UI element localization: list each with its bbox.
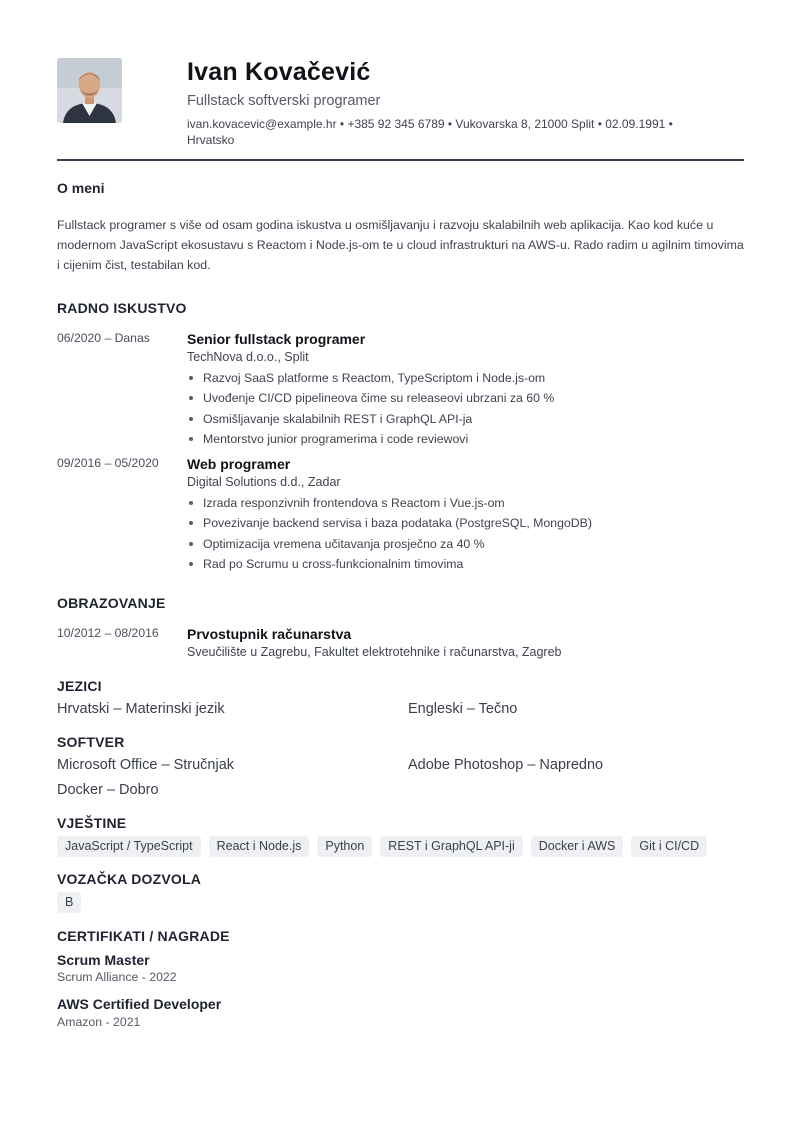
job-company: TechNova d.o.o., Split [187,350,309,364]
job-company: Digital Solutions d.d., Zadar [187,475,341,489]
language-item: Hrvatski – Materinski jezik [57,701,225,717]
contact-line: Hrvatsko [187,133,235,147]
certificate-issuer: Amazon - 2021 [57,1015,141,1029]
skill-tag: JavaScript / TypeScript [57,836,201,857]
job-bullets [187,368,554,449]
license-heading: VOZAČKA DOZVOLA [57,871,202,887]
degree-title: Prvostupnik računarstva [187,626,352,642]
list-item: Optimizacija vremena učitavanja prosječno za 40 % [187,534,592,554]
list-item: Povezivanje backend servisa i baza podataka (PostgreSQL, MongoDB) [187,513,592,533]
list-item: Razvoj SaaS platforme s Reactom, TypeScriptom i Node.js-om [187,368,554,388]
certificate-title: Scrum Master [57,952,150,968]
language-item: Engleski – Tečno [408,701,518,717]
profile-photo [57,58,122,123]
candidate-name: Ivan Kovačević [187,58,371,86]
skill-tag: React i Node.js [209,836,310,857]
software-heading: SOFTVER [57,734,125,750]
list-item: Izrada responzivnih frontendova s Reactom i Vue.js-om [187,493,592,513]
experience-heading: RADNO ISKUSTVO [57,300,187,316]
skill-tag: Git i CI/CD [631,836,707,857]
list-item: Mentorstvo junior programerima i code reviewovi [187,429,554,449]
job-bullets [187,493,592,574]
job-dates: 09/2016 – 05/2020 [57,456,159,470]
software-item: Docker – Dobro [57,782,159,798]
license-tags [57,892,81,913]
skill-tag: REST i GraphQL API-ji [380,836,522,857]
certificate-title: AWS Certified Developer [57,996,222,1012]
skills-heading: VJEŠTINE [57,815,127,831]
license-tag: B [57,892,81,913]
software-item: Adobe Photoshop – Napredno [408,757,604,773]
software-item: Microsoft Office – Stručnjak [57,757,235,773]
header-divider [57,159,744,161]
portrait-image [57,58,122,123]
languages-heading: JEZICI [57,678,102,694]
education-heading: OBRAZOVANJE [57,595,166,611]
list-item: Uvođenje CI/CD pipelineova čime su releaseovi ubrzani za 60 % [187,388,554,408]
list-item: Rad po Scrumu u cross-funkcionalnim timovima [187,554,592,574]
list-item: Osmišljavanje skalabilnih REST i GraphQL API-ja [187,409,554,429]
job-title: Senior fullstack programer [187,331,366,347]
skills-tags [57,836,707,857]
school-name: Sveučilište u Zagrebu, Fakultet elektrotehnike i računarstva, Zagreb [187,645,562,659]
contact-info [187,116,747,148]
job-title: Fullstack softverski programer [187,93,381,109]
about-heading: O meni [57,180,105,196]
skill-tag: Docker i AWS [531,836,624,857]
job-dates: 06/2020 – Danas [57,331,150,345]
certificates-heading: CERTIFIKATI / NAGRADE [57,928,230,944]
job-title: Web programer [187,456,291,472]
certificate-issuer: Scrum Alliance - 2022 [57,970,177,984]
contact-line: ivan.kovacevic@example.hr • +385 92 345 6789 • Vukovarska 8, 21000 Split • 02.09.1991 • [187,117,673,131]
education-dates: 10/2012 – 08/2016 [57,626,159,640]
about-text: Fullstack programer s više od osam godina iskustva u osmišljavanju i razvoju skalabilnih web aplikacija. Kao kod kuće u modernom JavaScript ekosustavu s Reactom i Node.js-om te u cloud infrastrukturi na AWS-u. Rado radim u agilnim timovima i cijenim čist, testabilan kod. [57,218,744,272]
skill-tag: Python [317,836,372,857]
